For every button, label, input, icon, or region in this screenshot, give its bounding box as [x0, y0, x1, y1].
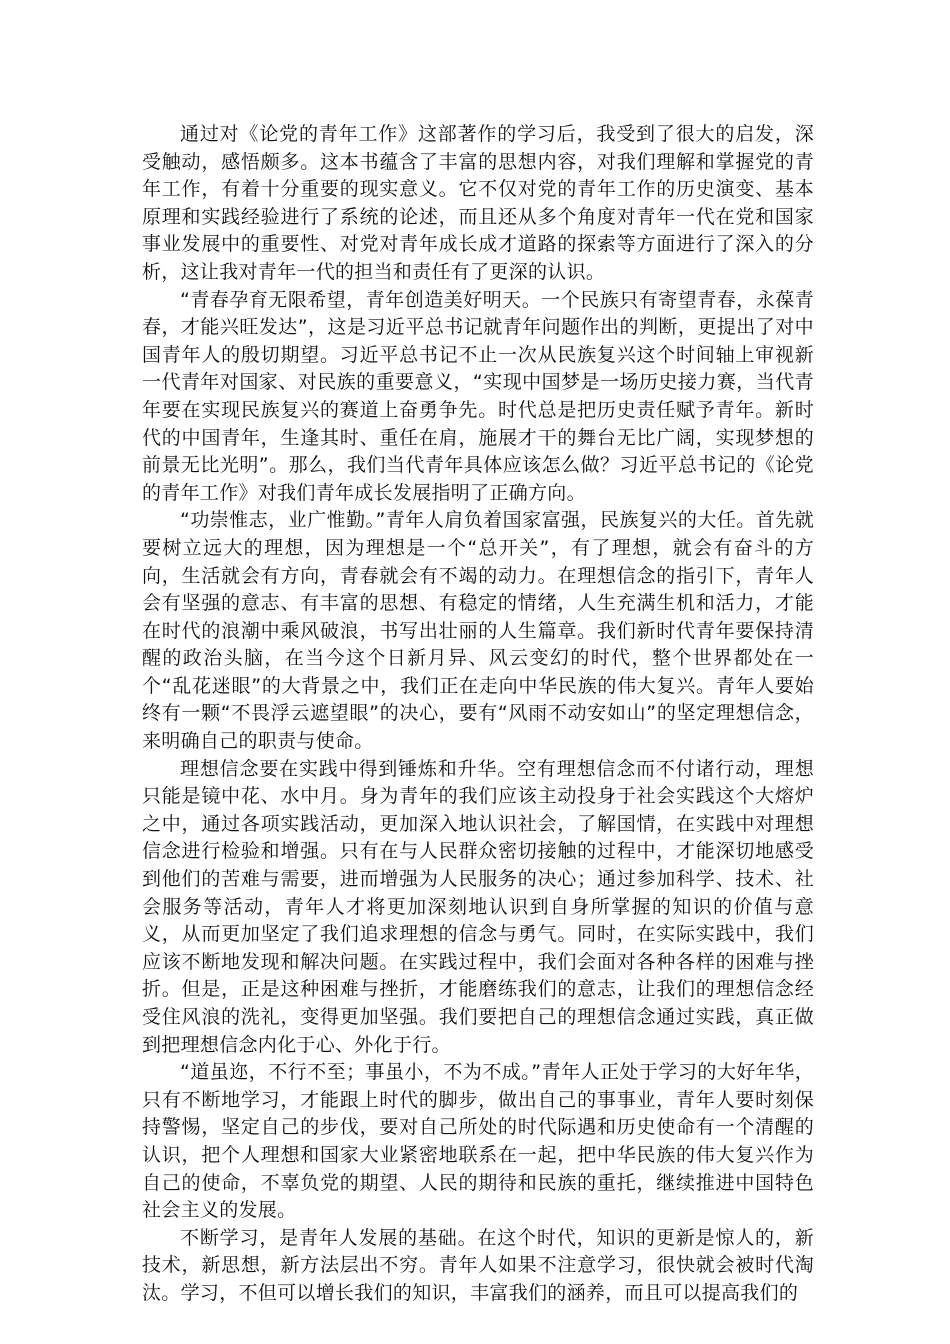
paragraph: 不断学习，是青年人发展的基础。在这个时代，知识的更新是惊人的，新技术，新思想，新方法层出不穷。青年人如果不注意学习，很快就会被时代淘汰。学习，不但可以增长我们的知识，丰富我们的涵养，而且可以提高我们的 [142, 1226, 814, 1304]
document-body [142, 121, 814, 1308]
paragraph: 通过对《论党的青年工作》这部著作的学习后，我受到了很大的启发，深受触动，感悟颇多。这本书蕴含了丰富的思想内容，对我们理解和掌握党的青年工作，有着十分重要的现实意义。它不仅对党的青年工作的历史演变、基本原理和实践经验进行了系统的论述，而且还从多个角度对青年一代在党和国家事业发展中的重要性、对党对青年成长成才道路的探索等方面进行了深入的分析，这让我对青年一代的担当和责任有了更深的认识。 [142, 123, 814, 283]
paragraph: “道虽迩，不行不至；事虽小，不为不成。”青年人正处于学习的大好年华，只有不断地学习，才能跟上时代的脚步，做出自己的事事业，青年人要时刻保持警惕，坚定自己的步伐，要对自己所处的时代际遇和历史使命有一个清醒的认识，把个人理想和国家大业紧密地联系在一起，把中华民族的伟大复兴作为自己的使命，不辜负党的期望、人民的期待和民族的重托，继续推进中国特色社会主义的发展。 [142, 1061, 814, 1222]
paragraph: “青春孕育无限希望，青年创造美好明天。一个民族只有寄望青春，永葆青春，才能兴旺发达”，这是习近平总书记就青年问题作出的判断，更提出了对中国青年人的殷切期望。习近平总书记不止一次从民族复兴这个时间轴上审视新一代青年对国家、对民族的重要意义，“实现中国梦是一场历史接力赛，当代青年要在实现民族复兴的赛道上奋勇争先。时代总是把历史责任赋予青年。新时代的中国青年，生逢其时、重任在肩，施展才干的舞台无比广阔，实现梦想的前景无比光明”。那么，我们当代青年具体应该怎么做？习近平总书记的《论党的青年工作》对我们青年成长发展指明了正确方向。 [142, 288, 814, 504]
paragraph: 理想信念要在实践中得到锤炼和升华。空有理想信念而不付诸行动，理想只能是镜中花、水中月。身为青年的我们应该主动投身于社会实践这个大熔炉之中，通过各项实践活动，更加深入地认识社会，了解国情，在实践中对理想信念进行检验和增强。只有在与人民群众密切接触的过程中，才能深切地感受到他们的苦难与需要，进而增强为人民服务的决心；通过参加科学、技术、社会服务等活动，青年人才将更加深刻地认识到自身所掌握的知识的价值与意义，从而更加坚定了我们追求理想的信念与勇气。同时，在实际实践中，我们应该不断地发现和解决问题。在实践过程中，我们会面对各种各样的困难与挫折。但是，正是这种困难与挫折，才能磨练我们的意志，让我们的理想信念经受住风浪的洗礼，变得更加坚强。我们要把自己的理想信念通过实践，真正做到把理想信念内化于心、外化于行。 [142, 757, 814, 1056]
paragraph: “功崇惟志，业广惟勤。”青年人肩负着国家富强，民族复兴的大任。首先就要树立远大的理想，因为理想是一个“总开关”，有了理想，就会有奋斗的方向，生活就会有方向，青春就会有不竭的动力。在理想信念的指引下，青年人会有坚强的意志、有丰富的思想、有稳定的情绪，人生充满生机和活力，才能在时代的浪潮中乘风破浪，书写出壮丽的人生篇章。我们新时代青年要保持清醒的政治头脑，在当今这个日新月异、风云变幻的时代，整个世界都处在一个“乱花迷眼”的大背景之中，我们正在走向中华民族的伟大复兴。青年人要始终有一颗“不畏浮云遮望眼”的决心，要有“风雨不动安如山”的坚定理想信念，来明确自己的职责与使命。 [142, 509, 814, 753]
